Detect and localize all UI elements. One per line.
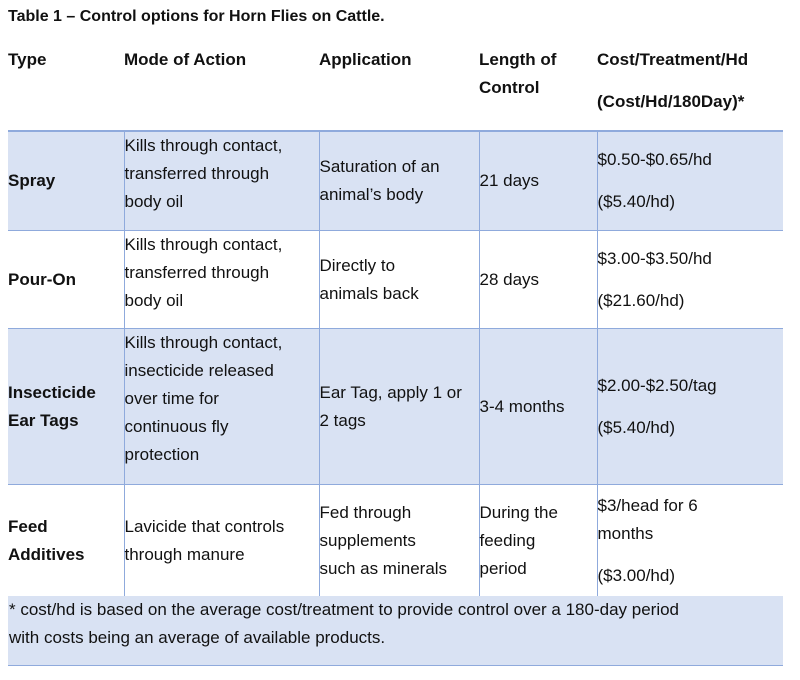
cell-cost: $3/head for 6 months ($3.00/hd) bbox=[597, 485, 783, 597]
header-mode-of-action: Mode of Action bbox=[124, 50, 247, 69]
cell-application: Directly to animals back bbox=[319, 231, 479, 329]
footnote-line: with costs being an average of available products. bbox=[9, 628, 386, 647]
cell-length: 28 days bbox=[479, 231, 597, 329]
cell-type: Insecticide Ear Tags bbox=[8, 329, 124, 485]
header-cost: Cost/Treatment/Hd (Cost/Hd/180Day)* bbox=[597, 50, 749, 111]
cell-cost: $3.00-$3.50/hd ($21.60/hd) bbox=[597, 231, 783, 329]
table-footnote bbox=[8, 596, 783, 666]
cell-mode-of-action: Kills through contact, transferred through body oil bbox=[124, 131, 319, 231]
cell-type: Spray bbox=[8, 131, 124, 231]
cell-mode-of-action: Lavicide that controls through manure bbox=[124, 485, 319, 597]
cell-type: Feed Additives bbox=[8, 516, 85, 564]
cell-cost: $2.00-$2.50/tag ($5.40/hd) bbox=[597, 329, 783, 485]
table-caption: Table 1 – Control options for Horn Flies on Cattle. bbox=[8, 8, 385, 25]
table-row bbox=[8, 329, 783, 485]
cell-length: 3-4 months bbox=[479, 329, 597, 485]
header-row bbox=[8, 40, 783, 131]
cell-mode-of-action: Kills through contact, transferred through body oil bbox=[124, 231, 319, 329]
cell-length: During the feeding period bbox=[479, 485, 597, 597]
header-application: Application bbox=[319, 50, 412, 69]
cell-length: 21 days bbox=[479, 131, 597, 231]
header-type: Type bbox=[8, 50, 47, 69]
table-row bbox=[8, 131, 783, 231]
footnote-line: * cost/hd is based on the average cost/treatment to provide control over a 180-day period bbox=[9, 600, 680, 619]
cell-application: Fed through supplements such as minerals bbox=[319, 485, 479, 597]
cell-application: Ear Tag, apply 1 or 2 tags bbox=[319, 329, 479, 485]
cell-type: Pour-On bbox=[8, 269, 76, 289]
control-options-table bbox=[8, 40, 783, 597]
header-length-of-control: Length of Control bbox=[479, 50, 557, 97]
cell-mode-of-action: Kills through contact, insecticide released over time for continuous fly protection bbox=[124, 329, 319, 485]
table-row bbox=[8, 231, 783, 329]
cell-application: Saturation of an animal’s body bbox=[319, 131, 479, 231]
table-row bbox=[8, 485, 783, 597]
cell-cost: $0.50-$0.65/hd ($5.40/hd) bbox=[597, 131, 783, 231]
